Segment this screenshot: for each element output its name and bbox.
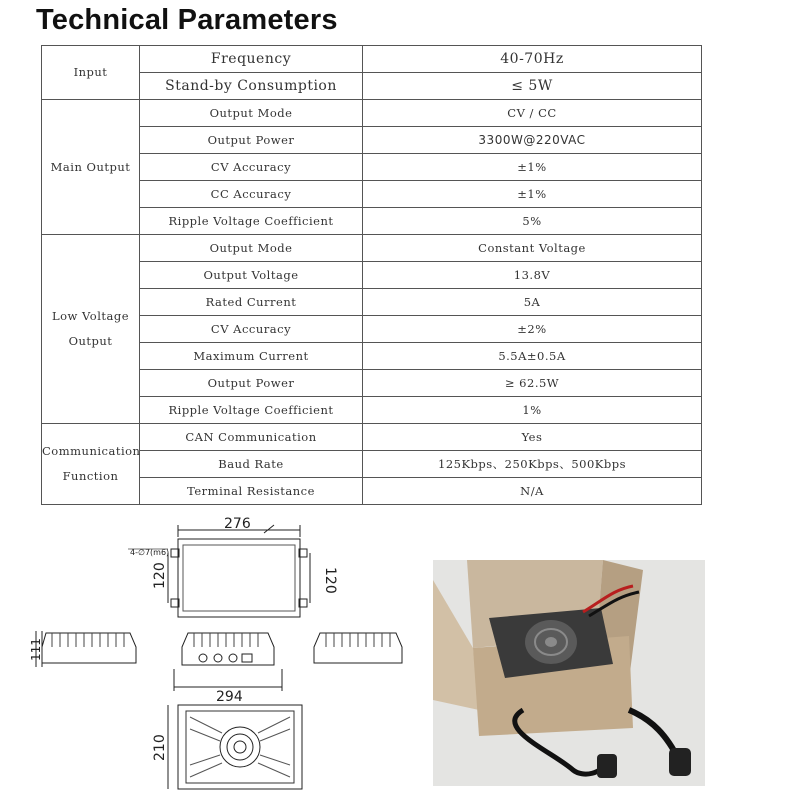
group-label-line: Function [62, 469, 119, 483]
table-row [42, 478, 702, 505]
param-name: CC Accuracy [140, 181, 363, 208]
group-label-main-output: Main Output [42, 100, 140, 235]
param-value: ±2% [363, 316, 702, 343]
group-label-low-voltage-output [42, 235, 140, 424]
mains-plug [597, 754, 617, 778]
dim-side-height: 111 [29, 638, 43, 661]
param-value: 40-70Hz [363, 46, 702, 73]
param-name: Output Mode [140, 100, 363, 127]
group-label-line: Communication [42, 444, 141, 458]
param-value: 125Kbps、250Kbps、500Kbps [363, 451, 702, 478]
table-row [42, 424, 702, 451]
param-name: CV Accuracy [140, 154, 363, 181]
param-value: 3300W@220VAC [363, 127, 702, 154]
param-value: 5.5A±0.5A [363, 343, 702, 370]
param-value: ≥ 62.5W [363, 370, 702, 397]
param-value: ±1% [363, 181, 702, 208]
param-value: Constant Voltage [363, 235, 702, 262]
dim-bottom-height: 210 [152, 734, 168, 761]
dim-top-height-left: 120 [152, 562, 168, 589]
param-name: Terminal Resistance [140, 478, 363, 505]
param-name: Output Mode [140, 235, 363, 262]
param-name: Ripple Voltage Coefficient [140, 397, 363, 424]
table-row [42, 262, 702, 289]
side-view-left [42, 633, 136, 663]
table-row [42, 451, 702, 478]
table-row [42, 127, 702, 154]
table-row [42, 154, 702, 181]
table-row [42, 343, 702, 370]
front-view [182, 633, 274, 665]
table-row [42, 46, 702, 73]
param-name: Stand-by Consumption [140, 73, 363, 100]
top-view-inner [183, 545, 295, 611]
connector [214, 654, 222, 662]
group-label-input: Input [42, 46, 140, 100]
param-name: Baud Rate [140, 451, 363, 478]
table-row [42, 289, 702, 316]
table-row [42, 397, 702, 424]
param-value: 13.8V [363, 262, 702, 289]
charging-plug [669, 748, 691, 776]
connector [229, 654, 237, 662]
param-name: CAN Communication [140, 424, 363, 451]
product-photo [433, 560, 705, 786]
dimension-drawing [28, 515, 408, 795]
connector [199, 654, 207, 662]
top-view-outline [178, 539, 300, 617]
param-name: Ripple Voltage Coefficient [140, 208, 363, 235]
table-row [42, 370, 702, 397]
param-name: CV Accuracy [140, 316, 363, 343]
param-value: 5A [363, 289, 702, 316]
param-name: Output Power [140, 127, 363, 154]
param-name: Frequency [140, 46, 363, 73]
param-name: Rated Current [140, 289, 363, 316]
group-label-line: Low Voltage [51, 309, 130, 323]
technical-parameters-table [41, 45, 702, 505]
param-value: Yes [363, 424, 702, 451]
param-value: N/A [363, 478, 702, 505]
group-label-line: Output [68, 334, 113, 348]
param-value: CV / CC [363, 100, 702, 127]
table-row [42, 316, 702, 343]
param-value: 5% [363, 208, 702, 235]
param-value: ≤ 5W [363, 73, 702, 100]
param-value: 1% [363, 397, 702, 424]
dim-top-height-right: 120 [322, 567, 338, 594]
page-title: Technical Parameters [36, 4, 338, 36]
connector [242, 654, 252, 662]
dim-hole-note: 4-∅7(m6) [130, 548, 170, 557]
group-label-communication [42, 424, 140, 505]
param-name: Output Voltage [140, 262, 363, 289]
bottom-view-outline [178, 705, 302, 789]
dim-top-width: 276 [224, 516, 251, 532]
param-name: Maximum Current [140, 343, 363, 370]
table-row [42, 100, 702, 127]
table-row [42, 73, 702, 100]
table-row [42, 181, 702, 208]
param-value: ±1% [363, 154, 702, 181]
table-row [42, 208, 702, 235]
param-name: Output Power [140, 370, 363, 397]
table-row [42, 235, 702, 262]
dim-front-width: 294 [216, 689, 243, 705]
fan-outline [220, 727, 260, 767]
